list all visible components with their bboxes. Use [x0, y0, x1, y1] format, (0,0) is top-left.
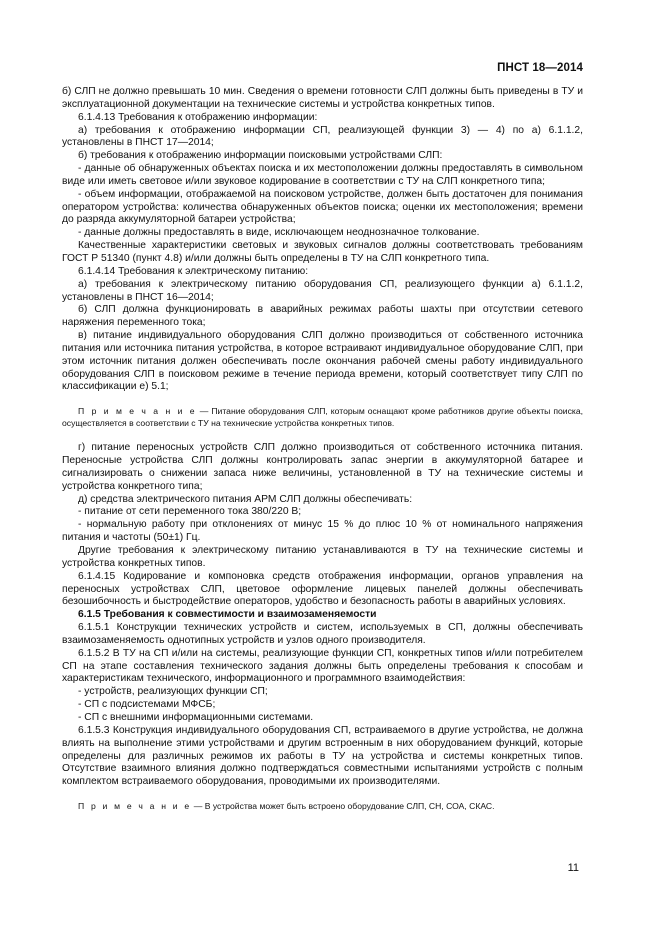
clause-6-1-4-14: 6.1.4.14 Требования к электрическому питанию:	[78, 265, 309, 277]
list-item: а) требования к электрическому питанию оборудования СП, реализующего функции а) 6.1.1.2, установлены в ПНСТ 16—2014;	[62, 278, 583, 303]
list-item: б) требования к отображению информации поисковыми устройствами СЛП:	[78, 150, 443, 162]
note-2	[62, 801, 583, 813]
clause-6-1-5-1: 6.1.5.1 Конструкции технических устройств и систем, используемых в СП, должны обеспечивать взаимозаменяемость однотипных устройств и узлов одного производителя.	[62, 622, 583, 646]
list-item: - нормальную работу при отклонениях от минус 15 % до плюс 10 % от номинального напряжения питания и частоты (50±1) Гц.	[62, 519, 583, 544]
paragraph: Качественные характеристики световых и звуковых сигналов должны соответствовать требованиям ГОСТ Р 51340 (пункт 4.8) и/или должны быть определены в ТУ на СЛП конкретного типа.	[62, 240, 583, 264]
paragraph: Другие требования к электрическому питанию устанавливаются в ТУ на технические системы и устройства конкретных типов.	[62, 545, 583, 569]
clause-6-1-4-13: 6.1.4.13 Требования к отображению информации:	[78, 111, 318, 123]
list-item: - устройств, реализующих функции СП;	[78, 686, 268, 698]
note-1	[62, 406, 583, 429]
clause-6-1-4-15: 6.1.4.15 Кодирование и компоновка средств отображения информации, органов управления на переносных устройствах СЛП, цветовое оформление лицевых панелей должны обеспечивать безошибочность и быстродействие операторов, удобство и безопасность работы в аварийных условиях.	[62, 570, 583, 608]
note-label: П р и м е ч а н и е	[78, 406, 197, 417]
list-item: - данные должны предоставлять в виде, исключающем неоднозначное толкование.	[78, 227, 480, 239]
list-item: б) СЛП должна функционировать в аварийных режимах работы шахты при отсутствии сетевого наряжения переменного тока;	[62, 304, 583, 329]
list-item: а) требования к отображению информации СП, реализующей функции 3) — 4) по а) 6.1.1.2, установлены в ПНСТ 17—2014;	[62, 124, 583, 149]
note-label: П р и м е ч а н и е	[78, 801, 192, 812]
note-text: — Питание оборудования СЛП, которым оснащают кроме работников другие объекты поиска, осуществляется в соответствии с ТУ на технические устройства конкретных типов.	[62, 406, 583, 428]
list-item: - данные об обнаруженных объектах поиска и их местоположении должны предоставлять в символьном виде или иметь световое и/или звуковое кодирование в соответствии с ТУ на СЛП конкретного типа;	[62, 163, 583, 187]
list-item: г) питание переносных устройств СЛП должно производиться от собственного источника питания. Переносные устройства СЛП должны контролировать запас энергии в аккумуляторной батарее и сигнализировать о снижении запаса ниже величины, установленной в ТУ на технические системы и устройства конкретного типа;	[62, 442, 583, 492]
list-item: - питание от сети переменного тока 380/220 В;	[78, 506, 302, 518]
document-code-header: ПНСТ 18—2014	[497, 62, 583, 74]
list-item: - объем информации, отображаемой на поисковом устройстве, должен быть достаточен для понимания оператором устройства: количества обнаруженных объектов поиска; оценки их местоположения; времени до разряда аккумуляторной батареи устройства;	[62, 188, 583, 226]
list-item: - СП с подсистемами МФСБ;	[78, 699, 216, 711]
list-item: - СП с внешними информационными системами.	[78, 711, 314, 723]
paragraph: б) СЛП не должно превышать 10 мин. Сведения о времени готовности СЛП должны быть приведены в ТУ и эксплуатационной документации на технические системы и устройства конкретных типов.	[62, 86, 583, 110]
page-number: 11	[567, 862, 579, 874]
list-item: в) питание индивидуального оборудования СЛП должно производиться от собственного источника питания или источника питания устройства, в которое встраивают индивидуальное оборудование СЛП, при этом источник питания должен обеспечивать после окончания рабочей смены работу индивидуального оборудования СЛП в поисковом режиме в течение периода времени, который соответствует типу СЛП по классификации е) 5.1;	[62, 330, 583, 393]
list-item: д) средства электрического питания АРМ СЛП должны обеспечивать:	[78, 493, 413, 505]
page-body	[62, 86, 583, 813]
clause-6-1-5-3: 6.1.5.3 Конструкция индивидуального оборудования СП, встраиваемого в другие устройства, не должна влиять на выполнение этими устройствами и другим встроенным в них оборудованием функций, которые определены для различных режимов их работы в ТУ на устройства и системы конкретных типов. Отсутствие взаимного влияния должно подтверждаться совместными испытаниями устройств с полным комплектом встраиваемого оборудования, проводимыми их производителями.	[62, 724, 583, 788]
clause-6-1-5-2: 6.1.5.2 В ТУ на СП и/или на системы, реализующие функции СП, конкретных типов и/или потребителем СП на этапе составления технического задания должны быть определены требования к способам и характеристикам технического, информационного и программного взаимодействия:	[62, 647, 583, 685]
section-heading: 6.1.5 Требования к совместимости и взаимозаменяемости	[78, 609, 377, 621]
note-text: — В устройства может быть встроено оборудование СЛП, СН, СОА, СКАС.	[191, 801, 495, 812]
